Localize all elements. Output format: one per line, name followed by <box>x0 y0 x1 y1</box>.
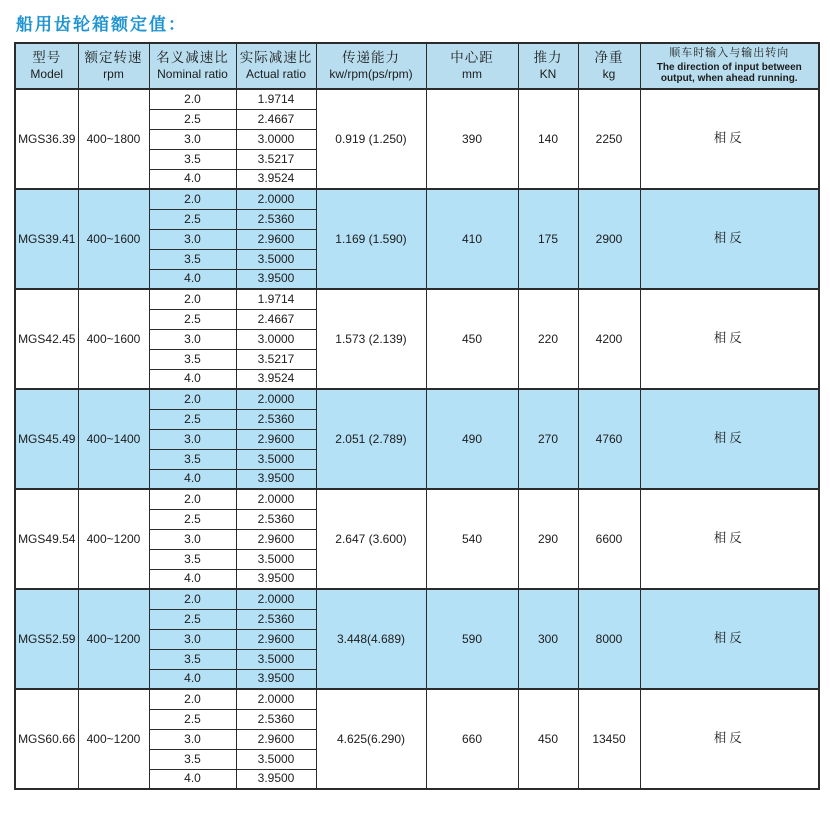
nominal-ratio-cell: 2.5 <box>149 709 236 729</box>
net-weight-cell: 13450 <box>578 689 640 789</box>
thrust-cell: 450 <box>518 689 578 789</box>
nominal-ratio-cell: 2.5 <box>149 509 236 529</box>
nominal-ratio-cell: 3.0 <box>149 329 236 349</box>
actual-ratio-cell: 2.9600 <box>236 429 316 449</box>
table-body <box>15 89 819 789</box>
nominal-ratio-cell: 3.5 <box>149 249 236 269</box>
rated-speed-cell: 400~1600 <box>78 289 149 389</box>
capacity-cell: 2.647 (3.600) <box>316 489 426 589</box>
capacity-cell: 1.169 (1.590) <box>316 189 426 289</box>
nominal-ratio-cell: 2.5 <box>149 609 236 629</box>
direction-cell: 相反 <box>640 689 819 789</box>
direction-cell: 相反 <box>640 489 819 589</box>
actual-ratio-cell: 3.9524 <box>236 369 316 389</box>
nominal-ratio-cell: 3.0 <box>149 629 236 649</box>
table-row <box>15 489 819 509</box>
nominal-ratio-cell: 4.0 <box>149 169 236 189</box>
thrust-cell: 220 <box>518 289 578 389</box>
table-row <box>15 389 819 409</box>
actual-ratio-cell: 2.5360 <box>236 509 316 529</box>
nominal-ratio-cell: 2.0 <box>149 389 236 409</box>
capacity-cell: 4.625(6.290) <box>316 689 426 789</box>
actual-ratio-cell: 1.9714 <box>236 289 316 309</box>
actual-ratio-cell: 3.5217 <box>236 349 316 369</box>
model-cell: MGS42.45 <box>15 289 78 389</box>
header-net-weight: 净重 kg <box>578 43 640 89</box>
actual-ratio-cell: 2.5360 <box>236 209 316 229</box>
actual-ratio-cell: 3.9500 <box>236 769 316 789</box>
direction-cell: 相反 <box>640 589 819 689</box>
actual-ratio-cell: 2.0000 <box>236 689 316 709</box>
actual-ratio-cell: 2.4667 <box>236 109 316 129</box>
direction-cell: 相反 <box>640 389 819 489</box>
nominal-ratio-cell: 3.5 <box>149 549 236 569</box>
center-distance-cell: 540 <box>426 489 518 589</box>
nominal-ratio-cell: 3.5 <box>149 649 236 669</box>
rated-speed-cell: 400~1800 <box>78 89 149 189</box>
net-weight-cell: 2900 <box>578 189 640 289</box>
actual-ratio-cell: 3.5000 <box>236 549 316 569</box>
header-actual-ratio: 实际减速比 Actual ratio <box>236 43 316 89</box>
capacity-cell: 2.051 (2.789) <box>316 389 426 489</box>
nominal-ratio-cell: 2.5 <box>149 109 236 129</box>
actual-ratio-cell: 2.9600 <box>236 229 316 249</box>
table-header-row <box>15 43 819 89</box>
actual-ratio-cell: 3.9500 <box>236 569 316 589</box>
thrust-cell: 300 <box>518 589 578 689</box>
nominal-ratio-cell: 4.0 <box>149 369 236 389</box>
header-nominal-ratio: 名义减速比 Nominal ratio <box>149 43 236 89</box>
nominal-ratio-cell: 3.5 <box>149 449 236 469</box>
nominal-ratio-cell: 4.0 <box>149 569 236 589</box>
nominal-ratio-cell: 3.5 <box>149 749 236 769</box>
thrust-cell: 290 <box>518 489 578 589</box>
net-weight-cell: 4760 <box>578 389 640 489</box>
capacity-cell: 1.573 (2.139) <box>316 289 426 389</box>
nominal-ratio-cell: 2.5 <box>149 309 236 329</box>
model-cell: MGS39.41 <box>15 189 78 289</box>
actual-ratio-cell: 3.5000 <box>236 249 316 269</box>
gearbox-rating-table <box>14 42 820 790</box>
actual-ratio-cell: 1.9714 <box>236 89 316 109</box>
header-center-distance: 中心距 mm <box>426 43 518 89</box>
actual-ratio-cell: 3.9500 <box>236 469 316 489</box>
actual-ratio-cell: 2.4667 <box>236 309 316 329</box>
rated-speed-cell: 400~1200 <box>78 589 149 689</box>
actual-ratio-cell: 3.9500 <box>236 669 316 689</box>
actual-ratio-cell: 3.9524 <box>236 169 316 189</box>
header-direction: 顺车时输入与输出转向 The direction of input between output, when ahead running. <box>640 43 819 89</box>
nominal-ratio-cell: 3.0 <box>149 529 236 549</box>
actual-ratio-cell: 2.9600 <box>236 529 316 549</box>
nominal-ratio-cell: 3.0 <box>149 229 236 249</box>
actual-ratio-cell: 2.9600 <box>236 729 316 749</box>
rated-speed-cell: 400~1400 <box>78 389 149 489</box>
center-distance-cell: 590 <box>426 589 518 689</box>
thrust-cell: 270 <box>518 389 578 489</box>
nominal-ratio-cell: 3.0 <box>149 729 236 749</box>
nominal-ratio-cell: 3.5 <box>149 349 236 369</box>
header-rated-speed: 额定转速 rpm <box>78 43 149 89</box>
header-transmission-capacity: 传递能力 kw/rpm(ps/rpm) <box>316 43 426 89</box>
table-row <box>15 89 819 109</box>
actual-ratio-cell: 3.9500 <box>236 269 316 289</box>
actual-ratio-cell: 3.5000 <box>236 449 316 469</box>
model-cell: MGS36.39 <box>15 89 78 189</box>
nominal-ratio-cell: 4.0 <box>149 469 236 489</box>
nominal-ratio-cell: 2.5 <box>149 209 236 229</box>
nominal-ratio-cell: 2.5 <box>149 409 236 429</box>
net-weight-cell: 2250 <box>578 89 640 189</box>
table-row <box>15 289 819 309</box>
table-row <box>15 189 819 209</box>
actual-ratio-cell: 3.5000 <box>236 749 316 769</box>
actual-ratio-cell: 2.0000 <box>236 489 316 509</box>
direction-cell: 相反 <box>640 289 819 389</box>
rated-speed-cell: 400~1200 <box>78 489 149 589</box>
capacity-cell: 3.448(4.689) <box>316 589 426 689</box>
actual-ratio-cell: 2.5360 <box>236 709 316 729</box>
nominal-ratio-cell: 4.0 <box>149 269 236 289</box>
capacity-cell: 0.919 (1.250) <box>316 89 426 189</box>
header-thrust: 推力 KN <box>518 43 578 89</box>
model-cell: MGS49.54 <box>15 489 78 589</box>
thrust-cell: 140 <box>518 89 578 189</box>
center-distance-cell: 390 <box>426 89 518 189</box>
actual-ratio-cell: 2.0000 <box>236 389 316 409</box>
nominal-ratio-cell: 4.0 <box>149 769 236 789</box>
center-distance-cell: 490 <box>426 389 518 489</box>
actual-ratio-cell: 3.5000 <box>236 649 316 669</box>
nominal-ratio-cell: 2.0 <box>149 89 236 109</box>
actual-ratio-cell: 2.0000 <box>236 589 316 609</box>
table-row <box>15 589 819 609</box>
direction-cell: 相反 <box>640 89 819 189</box>
nominal-ratio-cell: 4.0 <box>149 669 236 689</box>
net-weight-cell: 4200 <box>578 289 640 389</box>
nominal-ratio-cell: 3.0 <box>149 429 236 449</box>
thrust-cell: 175 <box>518 189 578 289</box>
actual-ratio-cell: 2.9600 <box>236 629 316 649</box>
nominal-ratio-cell: 3.0 <box>149 129 236 149</box>
model-cell: MGS45.49 <box>15 389 78 489</box>
nominal-ratio-cell: 2.0 <box>149 289 236 309</box>
nominal-ratio-cell: 3.5 <box>149 149 236 169</box>
actual-ratio-cell: 3.5217 <box>236 149 316 169</box>
rated-speed-cell: 400~1200 <box>78 689 149 789</box>
page-title: 船用齿轮箱额定值： <box>16 15 187 34</box>
center-distance-cell: 450 <box>426 289 518 389</box>
actual-ratio-cell: 2.5360 <box>236 609 316 629</box>
actual-ratio-cell: 2.5360 <box>236 409 316 429</box>
header-model: 型号 Model <box>15 43 78 89</box>
center-distance-cell: 660 <box>426 689 518 789</box>
model-cell: MGS52.59 <box>15 589 78 689</box>
model-cell: MGS60.66 <box>15 689 78 789</box>
net-weight-cell: 6600 <box>578 489 640 589</box>
nominal-ratio-cell: 2.0 <box>149 189 236 209</box>
actual-ratio-cell: 2.0000 <box>236 189 316 209</box>
table-row <box>15 689 819 709</box>
nominal-ratio-cell: 2.0 <box>149 689 236 709</box>
actual-ratio-cell: 3.0000 <box>236 329 316 349</box>
net-weight-cell: 8000 <box>578 589 640 689</box>
actual-ratio-cell: 3.0000 <box>236 129 316 149</box>
nominal-ratio-cell: 2.0 <box>149 589 236 609</box>
rated-speed-cell: 400~1600 <box>78 189 149 289</box>
nominal-ratio-cell: 2.0 <box>149 489 236 509</box>
direction-cell: 相反 <box>640 189 819 289</box>
center-distance-cell: 410 <box>426 189 518 289</box>
